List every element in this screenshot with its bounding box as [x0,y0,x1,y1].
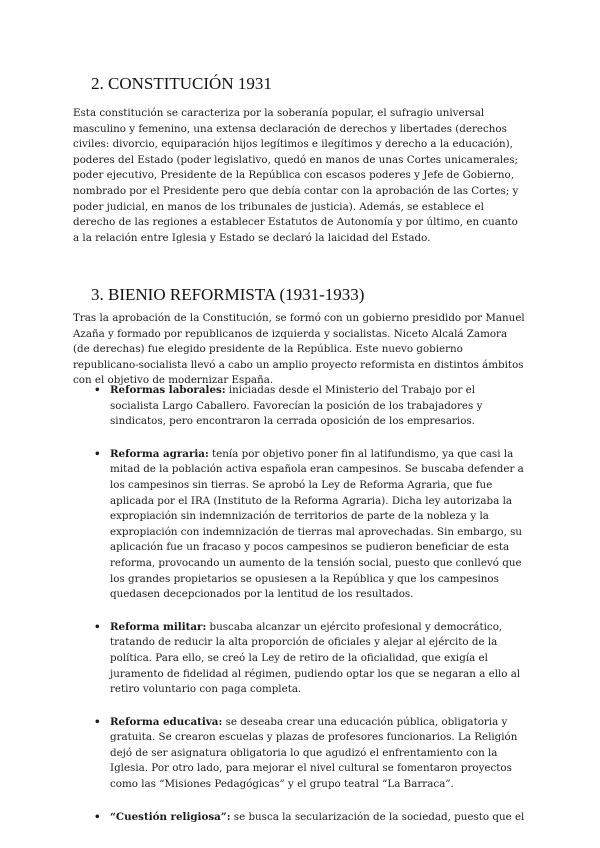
bullet-icon: • [94,447,101,460]
item-term: “Cuestión religiosa”: [110,810,231,823]
bullet-icon: • [94,384,101,396]
list-item-reforma-educativa [94,715,526,793]
item-text: se busca la secularización de la sociedad, puesto que el [230,810,525,823]
item-text: se deseaba crear una educación pública, obligatoria y gratuita. Se crearon escuelas y plazas de profesores funcionarios. La Religión dejó de ser asignatura obligatoria lo que agudizó el enfrentamiento con la Iglesia. Por otro lado, para mejorar el nivel cultural se fomentaron proyectos como las “Misiones Pedagógicas” y el grupo teatral “La Barraca”. [110,715,518,791]
item-term: Reformas laborales: [110,384,226,396]
section-2-title: 2. CONSTITUCIÓN 1931 [91,74,272,93]
reforms-list [94,383,526,842]
item-text: tenía por objetivo poner fin al latifundismo, ya que casi la mitad de la población activa española eran campesinos. Se buscaba defender a los campesinos sin tierras. Se aprobó la Ley de Reforma Agraria, que fue aplicada por el IRA (Instituto de la Reforma Agraria). Dicha ley autorizaba la expropiación sin indemnización de territorios de parte de la nobleza y la expropiación con indemnización de tierras mal aprovechadas. Sin embargo, su aplicación fue un fracaso y pocos campesinos se pudieron beneficiar de esta reforma, provocando un aumento de la tensión social, puesto que conllevó que los grandes propietarios se opusiesen a la República y que los campesinos quedasen decepcionados por la lentitud de los resultados. [110,447,524,601]
bullet-icon: • [94,715,101,728]
item-term: Reforma militar: [110,620,207,633]
list-item-reforma-agraria [94,447,526,603]
section-3-title: 3. BIENIO REFORMISTA (1931-1933) [91,285,365,304]
bullet-icon: • [94,810,101,823]
item-text: buscaba alcanzar un ejército profesional y democrático, tratando de reducir la alta proporción de oficiales y alejar al ejército de la política. Para ello, se creó la Ley de retiro de la oficialidad, que exigía el juramento de fidelidad al régimen, pudiendo optar los que se negaran a ello al retiro voluntario con paga completa. [110,620,521,696]
item-text: iniciadas desde el Ministerio del Trabajo por el socialista Largo Caballero. Favorecían la posición de los trabajadores y sindicatos, pero encontraron la cerrada oposición de los empresarios. [110,384,483,428]
list-item-reforma-militar [94,620,526,698]
item-term: Reforma agraria: [110,447,209,460]
item-term: Reforma educativa: [110,715,223,728]
section-2-paragraph: Esta constitución se caracteriza por la soberanía popular, el sufragio universal masculino y femenino, una extensa declaración de derechos y libertades (derechos civiles: divorcio, equiparación hijos legítimos e ilegítimos y derecho a la educación), poderes del Estado (poder legislativo, quedó en manos de unas Cortes unicamerales; poder ejecutivo, Presidente de la República con escasos poderes y Jefe de Gobierno, nombrado por el Presidente pero que debía contar con la aprobación de las Cortes; y poder judicial, en manos de los tribunales de justicia). Además, se establece el derecho de las regiones a establecer Estatutos de Autonomía y por último, en cuanto a la relación entre Iglesia y Estado se declaró la laicidad del Estado. [73,107,519,244]
list-item-cuestion-religiosa [94,810,526,826]
list-item-reformas-laborales [94,383,526,430]
section-3-intro: Tras la aprobación de la Constitución, se formó con un gobierno presidido por Manuel Azaña y formado por republicanos de izquierda y socialistas. Niceto Alcalá Zamora (de derechas) fue elegido presidente de la República. Este nuevo gobierno republicano-socialista llevó a cabo un amplio proyecto reformista en distintos ámbitos con el objetivo de modernizar España. [73,312,525,387]
bullet-icon: • [94,620,101,633]
